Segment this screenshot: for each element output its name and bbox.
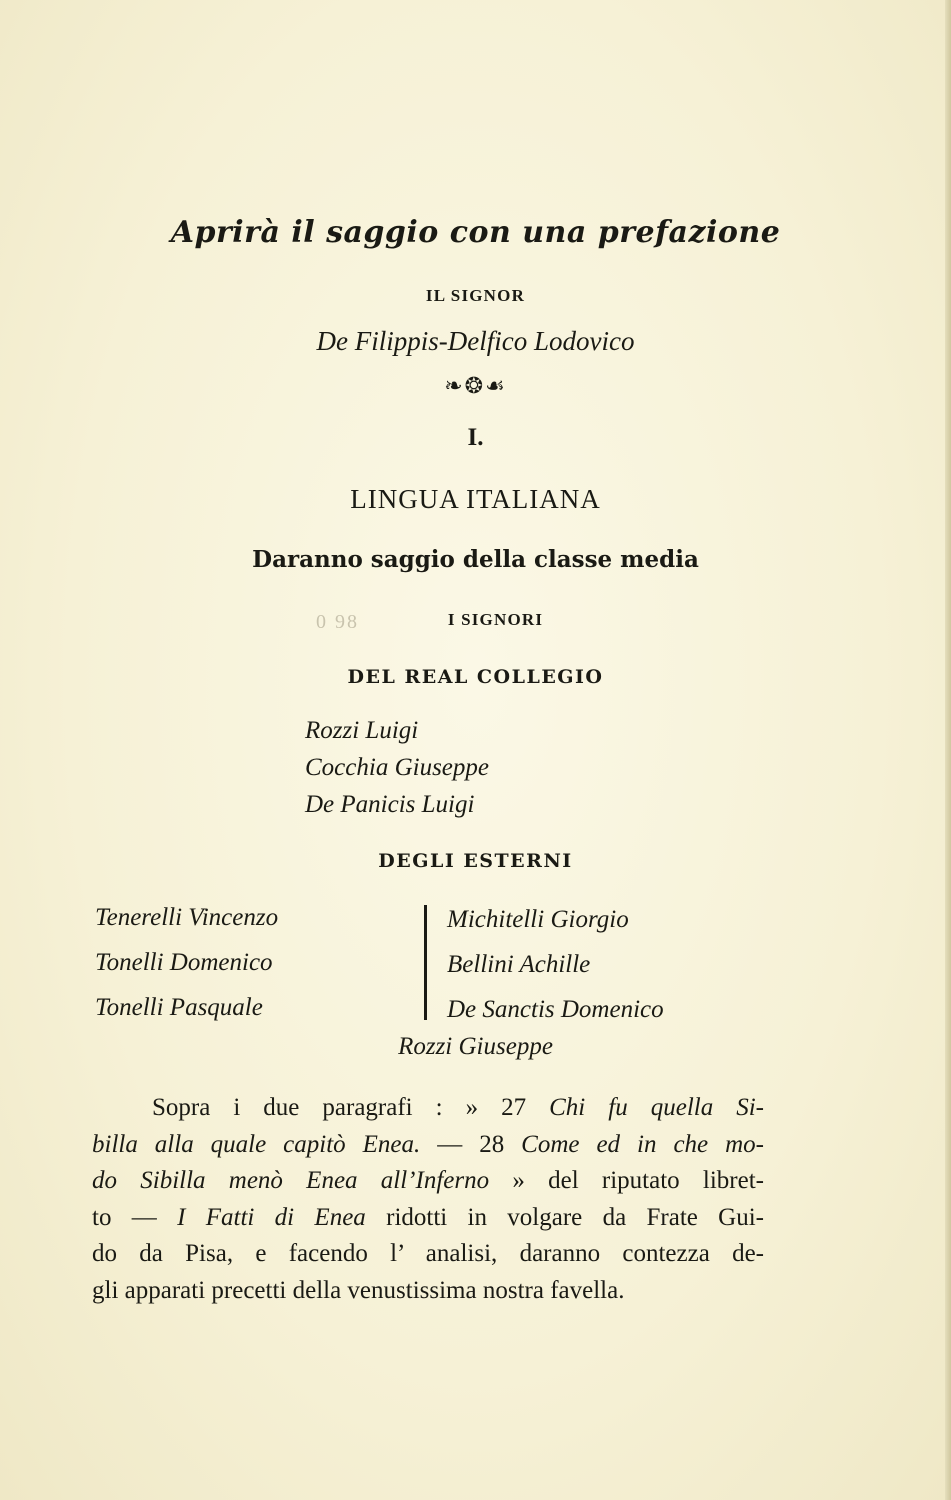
paragraph-line <box>92 1127 764 1164</box>
paragraph-text: ridotti in volgare da Frate Gui- <box>365 1203 765 1231</box>
section-number: I. <box>467 424 484 451</box>
opening-heading: Aprirà il saggio con una prefazione <box>170 215 781 250</box>
paragraph-line <box>92 1200 764 1237</box>
esterni-name: De Sanctis Domenico <box>447 996 664 1023</box>
esterni-last-name: Rozzi Giuseppe <box>398 1033 553 1060</box>
collegio-name: De Panicis Luigi <box>305 791 475 818</box>
collegio-name: Cocchia Giuseppe <box>305 754 489 781</box>
collegio-name: Rozzi Luigi <box>305 717 419 744</box>
paragraph-line: gli apparati precetti della venustissima nostra favella. <box>92 1276 625 1304</box>
section-subtitle: Daranno saggio della classe media <box>252 546 699 573</box>
paragraph-italic: Chi fu quella Si- <box>549 1094 764 1121</box>
paragraph-text: » del riputato libret- <box>489 1167 764 1194</box>
paragraph-italic: do Sibilla menò Enea all’Inferno <box>92 1167 490 1194</box>
esterni-name: Tonelli Pasquale <box>95 994 263 1021</box>
paragraph-italic: Come ed in che mo- <box>521 1130 764 1158</box>
paragraph-text: to — <box>92 1203 178 1231</box>
esterni-name: Bellini Achille <box>447 951 591 978</box>
esterni-name: Tonelli Domenico <box>95 949 273 976</box>
collegio-name-list <box>305 712 489 823</box>
paragraph-line <box>92 1163 764 1200</box>
paragraph-line <box>92 1090 764 1127</box>
faded-stamp-mark: 0 98 <box>316 611 359 633</box>
signor-label: IL SIGNOR <box>425 286 526 305</box>
section-title: LINGUA ITALIANA <box>350 484 601 514</box>
paragraph-italic: billa alla quale capitò Enea. <box>92 1130 438 1158</box>
column-divider <box>424 905 427 1020</box>
esterni-name: Michitelli Giorgio <box>447 906 629 933</box>
signori-label: I SIGNORI <box>447 610 544 629</box>
paragraph-line: do da Pisa, e facendo l’ analisi, daranno contezza de- <box>92 1240 764 1267</box>
esterni-right-column <box>447 897 664 1032</box>
collegio-heading: DEL REAL COLLEGIO <box>347 666 604 688</box>
ornament-divider: ❧❂☙ <box>444 373 507 398</box>
paragraph-italic: I Fatti di Enea <box>177 1203 366 1231</box>
esterni-name: Tenerelli Vincenzo <box>95 904 279 931</box>
paragraph-text: Sopra i due paragrafi : » 27 <box>152 1094 550 1121</box>
paragraph-text: — 28 <box>437 1130 522 1158</box>
esterni-left-column <box>95 895 278 1030</box>
prefazione-author: De Filippis-Delfico Lodovico <box>316 326 635 356</box>
description-paragraph <box>92 1090 764 1309</box>
esterni-heading: DEGLI ESTERNI <box>378 850 573 872</box>
